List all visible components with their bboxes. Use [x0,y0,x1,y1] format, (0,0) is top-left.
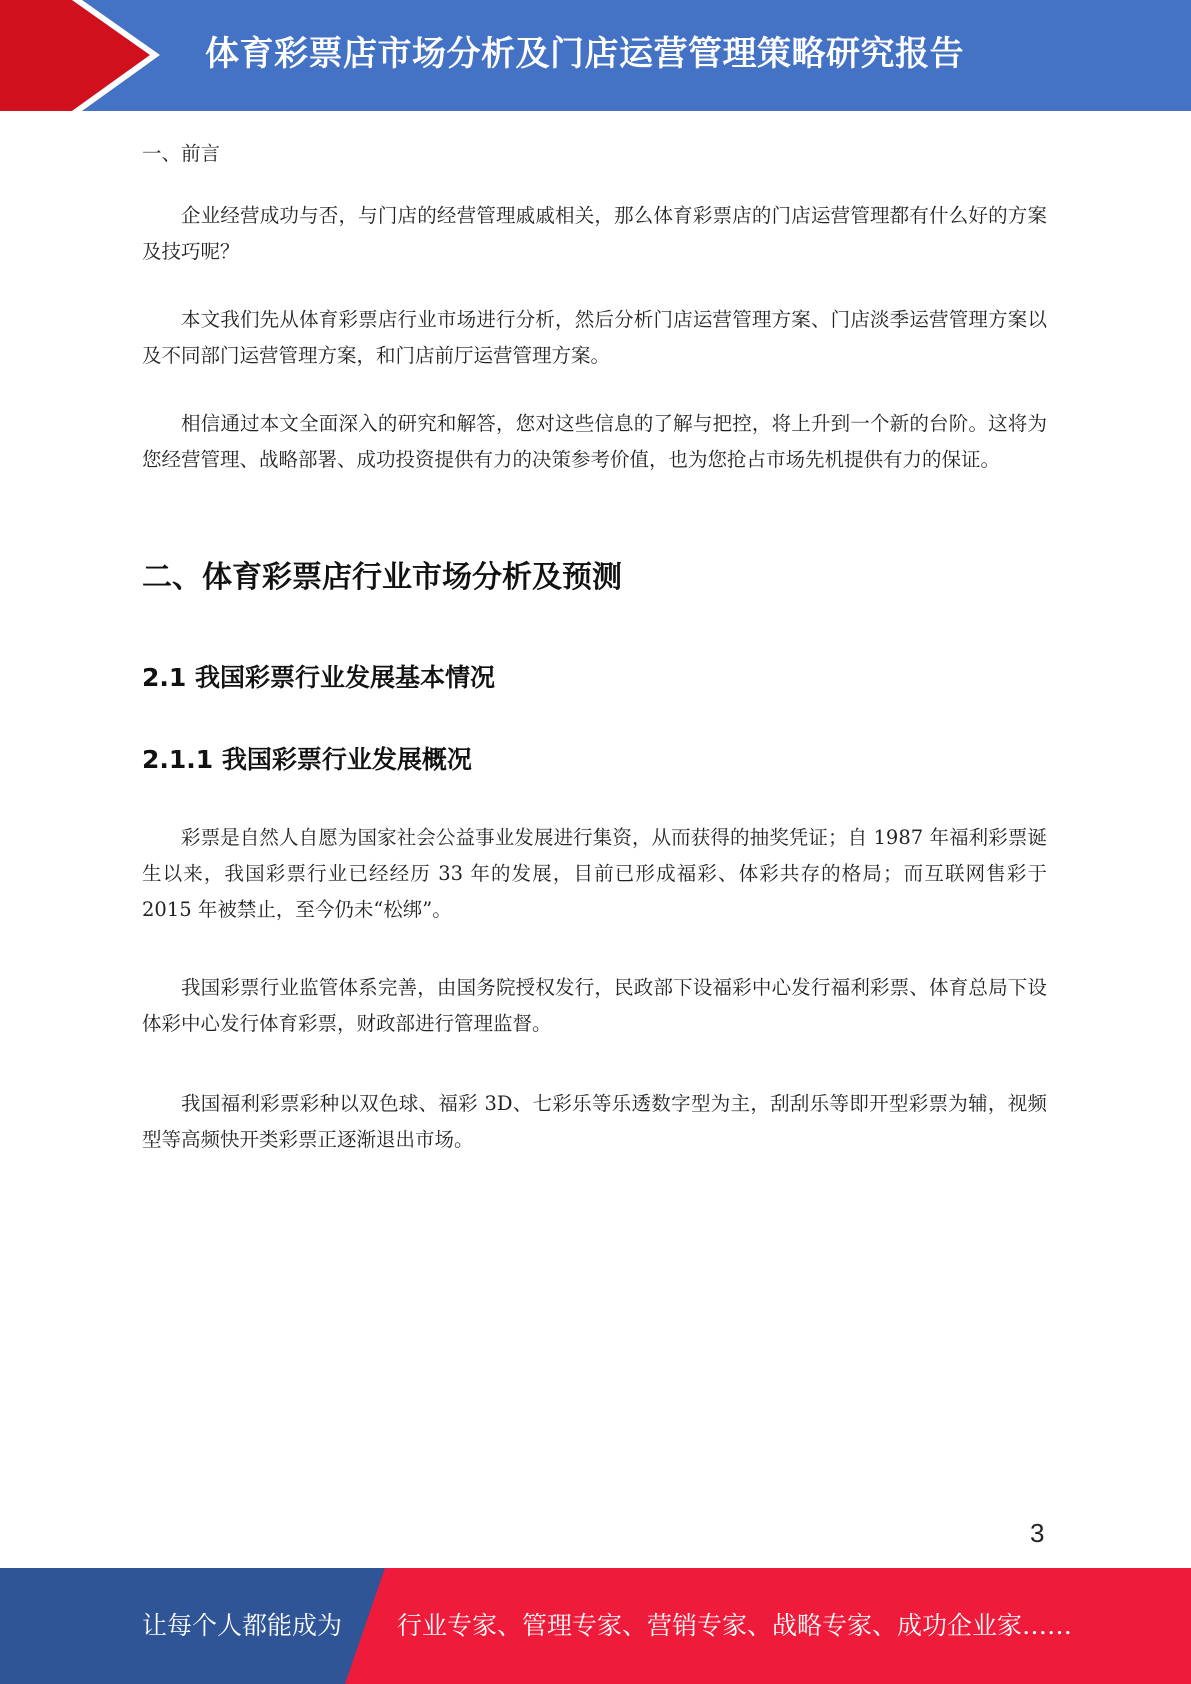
section-2-1-1-paragraph-2: 我国彩票行业监管体系完善，由国务院授权发行，民政部下设福彩中心发行福利彩票、体育总局下设体彩中心发行体育彩票，财政部进行管理监督。 [142,976,1047,1035]
section-2-1-1-paragraph-3: 我国福利彩票彩种以双色球、福彩 3D、七彩乐等乐透数字型为主，刮刮乐等即开型彩票为辅，视频型等高频快开类彩票正逐渐退出市场。 [142,1092,1047,1151]
section-2-1-1-paragraph-1: 彩票是自然人自愿为国家社会公益事业发展进行集资，从而获得的抽奖凭证；自 1987 年福利彩票诞生以来，我国彩票行业已经经历 33 年的发展，目前已形成福彩、体彩共存的格局；而互联网售彩于 2015 年被禁止，至今仍未“松绑”。 [142,826,1047,921]
section-2-1-heading: 2.1 我国彩票行业发展基本情况 [142,663,495,692]
report-title: 体育彩票店市场分析及门店运营管理策略研究报告 [205,34,964,74]
page-footer [0,1568,1191,1684]
preface-paragraph-1: 企业经营成功与否，与门店的经营管理戚戚相关，那么体育彩票店的门店运营管理都有什么好的方案及技巧呢？ [142,204,1047,263]
preface-paragraph-2: 本文我们先从体育彩票店行业市场进行分析，然后分析门店运营管理方案、门店淡季运营管理方案以及不同部门运营管理方案，和门店前厅运营管理方案。 [142,308,1047,367]
footer-slogan-left: 让每个人都能成为 [142,1611,343,1640]
preface-paragraph-3: 相信通过本文全面深入的研究和解答，您对这些信息的了解与把控，将上升到一个新的台阶。这将为您经营管理、战略部署、成功投资提供有力的决策参考价值，也为您抢占市场先机提供有力的保证。 [142,412,1047,471]
section-2-1-1-heading: 2.1.1 我国彩票行业发展概况 [142,745,472,774]
page-header [0,0,1191,111]
footer-slogan-right: 行业专家、管理专家、营销专家、战略专家、成功企业家…… [397,1611,1073,1640]
chapter-2-heading: 二、体育彩票店行业市场分析及预测 [142,560,622,595]
preface-heading: 一、前言 [142,142,221,165]
page-number: 3 [1030,1518,1045,1548]
